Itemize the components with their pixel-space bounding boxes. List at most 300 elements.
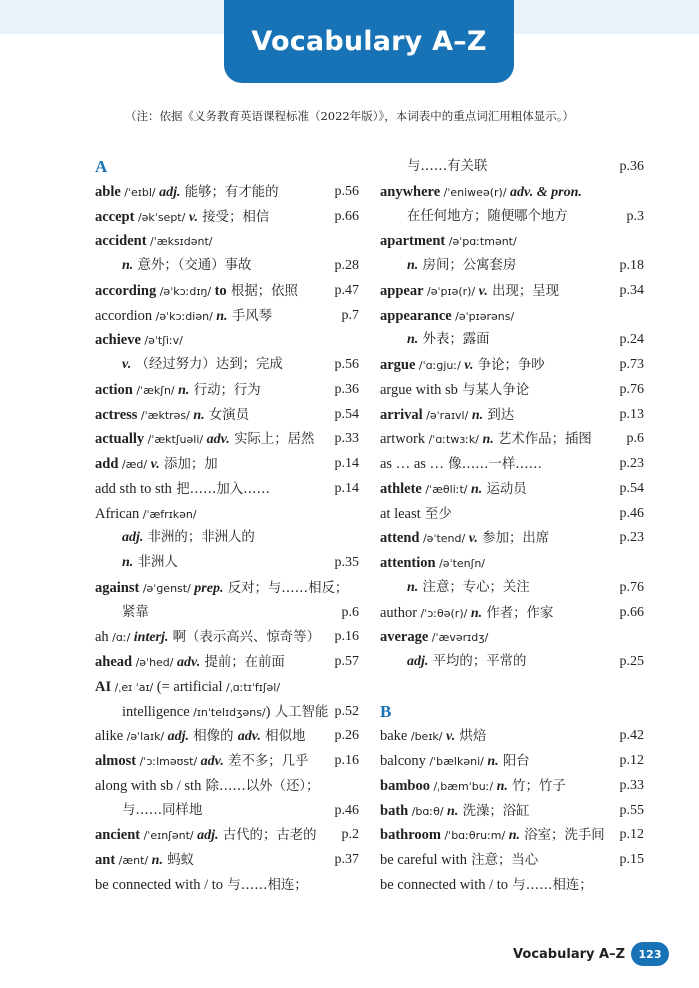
english-text: be careful with (380, 852, 467, 868)
entry-continuation (95, 799, 359, 824)
vocab-entry (95, 279, 359, 304)
entry-text (95, 724, 305, 750)
part-of-speech: adv. (206, 432, 230, 448)
entry-text (95, 452, 218, 478)
english-text: (= artificial (156, 678, 223, 695)
vocab-entry (95, 848, 359, 873)
english-text: intelligence (122, 703, 190, 720)
chinese-gloss: 外表；露面 (418, 332, 490, 348)
english-text: author (380, 604, 418, 621)
page-reference: p.14 (334, 480, 359, 496)
entry-text (95, 799, 202, 824)
vocab-entry (380, 625, 644, 650)
chinese-gloss: 作者；作家 (482, 605, 554, 621)
page-reference: p.28 (334, 258, 359, 273)
part-of-speech: n. (508, 828, 521, 844)
part-of-speech: adj. (407, 654, 429, 669)
part-of-speech: prep. (194, 580, 224, 596)
phonetic: /ˈævərɪdʒ/ (428, 631, 489, 645)
page-footer (513, 940, 669, 968)
headword: attend (380, 530, 420, 547)
chinese-gloss: 与某人争论 (457, 382, 530, 398)
headword: arrival (380, 406, 423, 423)
page-reference: p.18 (619, 258, 644, 273)
chinese-gloss: 相似地 (260, 729, 306, 745)
entry-continuation (95, 601, 359, 626)
vocab-entry (95, 403, 359, 428)
chinese-gloss: 与……有关联 (407, 159, 488, 174)
vocab-entry (380, 873, 644, 898)
entry-text (95, 279, 298, 305)
chinese-gloss: 至少 (420, 506, 452, 522)
chinese-gloss: 到达 (483, 407, 515, 423)
vocab-entry (380, 279, 644, 304)
part-of-speech: adj. (197, 828, 219, 844)
page-reference: p.13 (619, 406, 644, 422)
entry-text (380, 254, 516, 279)
part-of-speech: v. (188, 209, 199, 225)
right-column (380, 155, 644, 898)
vocab-entry (380, 378, 644, 403)
part-of-speech: v. (478, 283, 488, 299)
title-tab (224, 0, 514, 83)
page-reference: p.12 (619, 753, 644, 768)
chinese-gloss: 非洲的；非洲人的 (143, 530, 255, 546)
phonetic: /ˈeniweə(r)/ (440, 185, 511, 199)
entry-text (380, 774, 566, 800)
page-reference: p.52 (334, 703, 359, 719)
headword: actually (95, 431, 145, 448)
phonetic: /əˈhed/ (132, 656, 177, 669)
chinese-gloss: 接受；相信 (198, 209, 270, 225)
page-reference: p.7 (341, 307, 359, 323)
entry-text (380, 799, 530, 825)
phonetic: /əˈɡenst/ (139, 581, 195, 595)
english-text: be connected with / to (95, 876, 224, 893)
entry-text (380, 452, 542, 478)
headword: accident (95, 233, 147, 250)
vocab-entry (95, 749, 359, 774)
vocab-entry (95, 724, 359, 749)
phonetic: /ˌeɪ ˈaɪ/ (111, 680, 157, 694)
page-reference: p.46 (334, 802, 359, 818)
letter-heading-text: A (95, 157, 108, 176)
entry-text (380, 279, 559, 305)
phonetic: /ˈbɑːθruːm/ (440, 829, 509, 843)
chinese-gloss: 差不多；几乎 (223, 754, 309, 769)
phonetic: /əˈpɪə(r)/ (423, 284, 479, 298)
headword: bath (380, 802, 409, 819)
phonetic: /æd/ (118, 458, 151, 471)
page-reference: p.54 (334, 406, 359, 422)
entry-text (380, 328, 490, 353)
part-of-speech: adj. (159, 184, 181, 200)
english-text: add sth to sth (95, 480, 172, 497)
entry-text (95, 254, 251, 279)
part-of-speech: n. (151, 853, 163, 868)
chinese-gloss: 平均的；平常的 (428, 654, 527, 669)
vocab-entry (380, 848, 644, 873)
vocab-entry (95, 452, 359, 477)
phonetic: /ˈeɪnʃənt/ (140, 829, 198, 843)
entry-text (95, 774, 319, 800)
page-reference: p.24 (619, 332, 644, 348)
page-reference: p.66 (334, 208, 359, 224)
page-number-badge: 123 (631, 942, 669, 966)
english-text: accordion (95, 307, 153, 324)
phonetic: /ˈæθliːt/ (421, 482, 471, 496)
headword: attention (380, 555, 436, 571)
headword: actress (95, 406, 138, 423)
entry-text (380, 551, 485, 577)
page-reference: p.26 (334, 728, 359, 744)
chinese-gloss: 房间；公寓套房 (418, 258, 517, 273)
vocab-entry (95, 823, 359, 848)
phonetic: /ˈæktrəs/ (137, 408, 194, 422)
headword: able (95, 183, 121, 200)
entry-continuation (380, 576, 644, 601)
phonetic: /əˈkɔːdiən/ (152, 309, 217, 323)
entry-text (95, 403, 249, 429)
chinese-gloss: 争论；争吵 (473, 358, 545, 373)
chinese-gloss: 竹；竹子 (507, 778, 566, 794)
vocab-entry (380, 502, 644, 527)
vocab-entry (380, 353, 644, 378)
chinese-gloss: 与……相连； (223, 877, 308, 893)
entry-text (95, 526, 255, 551)
page-reference: p.33 (619, 777, 644, 793)
entry-text (380, 502, 452, 528)
page-title: Vocabulary A–Z (251, 26, 487, 57)
entry-text (380, 304, 514, 330)
part-of-speech: v. (468, 531, 478, 547)
vocab-entry (380, 823, 644, 848)
headword: ancient (95, 827, 141, 844)
page-reference: p.2 (341, 827, 359, 843)
letter-heading (380, 700, 644, 725)
phonetic: /ˈeɪbl/ (120, 185, 160, 199)
entry-text (95, 749, 308, 775)
page-reference: p.73 (619, 357, 644, 372)
english-text: ) (265, 703, 271, 720)
chinese-gloss: 根据；依照 (226, 283, 298, 299)
entry-text (95, 304, 272, 330)
phonetic: /ˌbæmˈbuː/ (429, 779, 497, 793)
vocab-entry (95, 229, 359, 254)
chinese-gloss: 像……一样…… (444, 457, 543, 472)
vocab-entry (95, 304, 359, 329)
english-text: balcony (380, 753, 426, 769)
chinese-gloss: 啊（表示高兴、惊奇等） (168, 630, 320, 646)
part-of-speech: adj. (167, 729, 190, 745)
phonetic: /ˈækʃn/ (132, 383, 179, 397)
entry-text (380, 205, 568, 230)
entry-continuation (95, 526, 359, 551)
page-reference: p.12 (619, 827, 644, 843)
english-text: ah (95, 629, 109, 646)
chinese-gloss: 手风琴 (227, 308, 272, 324)
entry-text (380, 576, 530, 601)
chinese-gloss: 紧靠 (122, 604, 149, 620)
page-reference: p.3 (626, 208, 644, 224)
part-of-speech: adv. & pron. (510, 184, 582, 200)
vocab-entry (95, 774, 359, 799)
phonetic: /ˈɔːlməʊst/ (136, 755, 201, 768)
chinese-gloss: 注意；当心 (466, 853, 539, 868)
page-reference: p.56 (334, 183, 359, 199)
headword: bathroom (380, 827, 441, 844)
headword: athlete (380, 480, 422, 497)
chinese-gloss: 艺术作品；插图 (493, 432, 592, 448)
vocabulary-note: （注：依据《义务教育英语课程标准（2022年版）》，本词表中的重点词汇用粗体显示。） (124, 109, 574, 123)
entry-text (95, 427, 314, 453)
vocab-entry (380, 526, 644, 551)
entry-text (380, 724, 486, 750)
phonetic: /ˈɔːθə(r)/ (417, 606, 471, 620)
phonetic: /əˈpɪərəns/ (451, 309, 515, 323)
entry-text (380, 625, 488, 651)
chinese-gloss: 在任何地方；随便哪个地方 (407, 208, 568, 224)
part-of-speech: v. (464, 358, 474, 373)
entry-continuation (95, 353, 359, 378)
phonetic: /ˈæksɪdənt/ (146, 235, 213, 249)
headword: average (380, 629, 429, 646)
vocab-entry (95, 675, 359, 700)
chinese-gloss: 洗澡；浴缸 (458, 803, 530, 819)
chinese-gloss: 反对；与……相反； (223, 580, 349, 596)
page-reference: p.57 (334, 654, 359, 669)
vocab-entry (380, 229, 644, 254)
phonetic: /əˈraɪvl/ (422, 408, 472, 422)
phonetic: /əkˈsept/ (134, 210, 189, 224)
vocab-entry (380, 724, 644, 749)
entry-text (95, 848, 194, 874)
vocab-entry (380, 774, 644, 799)
part-of-speech: n. (471, 407, 484, 423)
headword: add (95, 456, 119, 472)
entry-text (380, 229, 517, 255)
entry-text (380, 427, 592, 453)
entry-text (380, 155, 487, 180)
entry-text (95, 601, 149, 626)
part-of-speech: n. (496, 778, 508, 794)
part-of-speech: adv. (237, 729, 261, 745)
chinese-gloss: 阳台 (498, 754, 530, 769)
chinese-gloss: 运动员 (482, 481, 527, 497)
letter-heading (95, 155, 359, 180)
headword: bamboo (380, 777, 430, 794)
footer-label: Vocabulary A–Z (513, 946, 625, 962)
entry-text (95, 353, 283, 378)
part-of-speech: v. (150, 457, 160, 472)
part-of-speech: n. (470, 605, 483, 621)
english-text: along with sb / sth (95, 777, 202, 794)
headword: achieve (95, 332, 141, 349)
entry-text (95, 873, 308, 899)
chinese-gloss: 非洲人 (133, 555, 178, 570)
english-text: alike (95, 728, 124, 745)
page-reference: p.23 (619, 456, 644, 471)
entry-text (380, 403, 514, 429)
headword: apartment (380, 233, 446, 250)
part-of-speech: n. (447, 803, 459, 819)
page-reference: p.36 (619, 159, 644, 174)
phonetic: /əˈlaɪk/ (123, 730, 168, 744)
headword: anywhere (380, 183, 441, 200)
vocab-entry (95, 873, 359, 898)
part-of-speech: n. (178, 382, 190, 398)
phonetic: /beɪk/ (407, 730, 446, 744)
entry-text (95, 700, 328, 726)
page-reference: p.6 (626, 431, 644, 447)
entry-continuation (380, 205, 644, 230)
chinese-gloss: 浴室；洗手间 (520, 828, 605, 844)
page-reference: p.6 (341, 604, 359, 620)
page-reference: p.16 (334, 629, 359, 645)
part-of-speech: n. (407, 258, 419, 273)
left-column (95, 155, 359, 898)
part-of-speech: v. (122, 357, 132, 372)
headword: almost (95, 753, 137, 769)
entry-text (95, 180, 279, 206)
part-of-speech: n. (193, 407, 205, 423)
entry-text (380, 873, 593, 899)
letter-heading-text: B (380, 701, 392, 721)
page-reference: p.42 (619, 728, 644, 744)
entry-text (95, 675, 280, 701)
chinese-gloss: 蚂蚁 (162, 853, 194, 868)
spacer (380, 675, 644, 700)
vocab-entry (380, 452, 644, 477)
part-of-speech: n. (407, 579, 419, 595)
entry-text (95, 625, 320, 651)
part-of-speech: v. (446, 729, 456, 745)
entry-text (95, 328, 183, 354)
headword: appear (380, 282, 424, 299)
chinese-gloss: 与……相连； (508, 877, 593, 893)
phonetic: /əˈpɑːtmənt/ (445, 235, 517, 249)
page-reference: p.34 (619, 282, 644, 298)
phonetic: /əˈtend/ (419, 532, 469, 546)
page-reference: p.56 (334, 357, 359, 372)
entry-continuation (380, 328, 644, 353)
page-reference: p.46 (619, 505, 644, 521)
headword: appearance (380, 307, 452, 324)
chinese-gloss: 出现；呈现 (487, 283, 560, 299)
vocab-entry (95, 205, 359, 230)
headword: ant (95, 852, 116, 868)
entry-text (95, 229, 213, 255)
entry-continuation (380, 650, 644, 675)
phonetic: /ˌɑːtɪˈfɪʃəl/ (222, 680, 281, 694)
part-of-speech: n. (482, 432, 494, 448)
page-reference: p.76 (619, 579, 644, 595)
vocab-entry (380, 304, 644, 329)
english-text: artwork (380, 431, 426, 448)
vocab-entry (95, 328, 359, 353)
vocab-entry (380, 403, 644, 428)
headword: to (214, 282, 227, 299)
chinese-gloss: 女演员 (204, 407, 250, 423)
part-of-speech: n. (216, 308, 228, 324)
entry-text (380, 749, 530, 775)
entry-text (95, 823, 317, 849)
vocab-entry (380, 799, 644, 824)
english-text: at least (380, 505, 421, 522)
page-reference: p.15 (619, 852, 644, 867)
page-reference: p.55 (619, 802, 644, 818)
headword: argue (380, 357, 416, 373)
phonetic: /ˈæktʃuəli/ (144, 433, 207, 447)
page-reference: p.33 (334, 431, 359, 447)
vocab-entry (95, 378, 359, 403)
entry-text (95, 650, 285, 676)
page-reference: p.25 (619, 654, 644, 669)
part-of-speech: n. (122, 555, 134, 570)
page-reference: p.76 (619, 381, 644, 397)
chinese-gloss: 添加；加 (159, 457, 218, 472)
headword: accept (95, 208, 135, 225)
vocab-entry (95, 427, 359, 452)
chinese-gloss: 除……以外（还）； (201, 778, 320, 794)
chinese-gloss: 行动；行为 (189, 382, 261, 398)
entry-text (380, 526, 549, 552)
chinese-gloss: 能够；有才能的 (180, 184, 279, 200)
english-text: African (95, 505, 140, 522)
vocab-entry (95, 502, 359, 527)
entry-text (95, 477, 270, 503)
english-text: argue with sb (380, 381, 458, 398)
part-of-speech: adv. (177, 655, 201, 670)
chinese-gloss: 相像的 (189, 729, 238, 745)
vocab-entry (380, 180, 644, 205)
page-reference: p.66 (619, 604, 644, 620)
chinese-gloss: 与……同样地 (122, 802, 203, 818)
entry-text (380, 378, 529, 404)
entry-continuation (95, 551, 359, 576)
vocab-entry (380, 749, 644, 774)
chinese-gloss: 烘焙 (455, 729, 487, 745)
english-text: as … as … (380, 456, 445, 472)
chinese-gloss: 把……加入…… (171, 481, 270, 497)
vocab-entry (380, 551, 644, 576)
chinese-gloss: 实际上；居然 (229, 432, 315, 448)
headword: action (95, 381, 133, 398)
vocab-entry (95, 477, 359, 502)
phonetic: /ˈɑːtwɜːk/ (425, 433, 483, 447)
vocab-entry (380, 477, 644, 502)
page-reference: p.16 (334, 753, 359, 768)
part-of-speech: adv. (200, 754, 224, 769)
vocab-entry (380, 601, 644, 626)
english-text: be connected with / to (380, 876, 509, 893)
entry-text (95, 502, 197, 528)
part-of-speech: adj. (122, 530, 144, 546)
phonetic: /ˈbælkəni/ (425, 755, 488, 768)
chinese-gloss: 提前；在前面 (200, 655, 285, 670)
entry-continuation (95, 254, 359, 279)
page-reference: p.37 (334, 852, 359, 867)
english-text: bake (380, 728, 408, 745)
part-of-speech: n. (470, 481, 483, 497)
chinese-gloss: 古代的；古老的 (218, 828, 317, 844)
headword: AI (95, 678, 112, 695)
vocab-entry (95, 180, 359, 205)
entry-text (95, 576, 348, 602)
entry-text (380, 601, 553, 627)
entry-text (380, 650, 526, 675)
part-of-speech: interj. (133, 630, 169, 646)
